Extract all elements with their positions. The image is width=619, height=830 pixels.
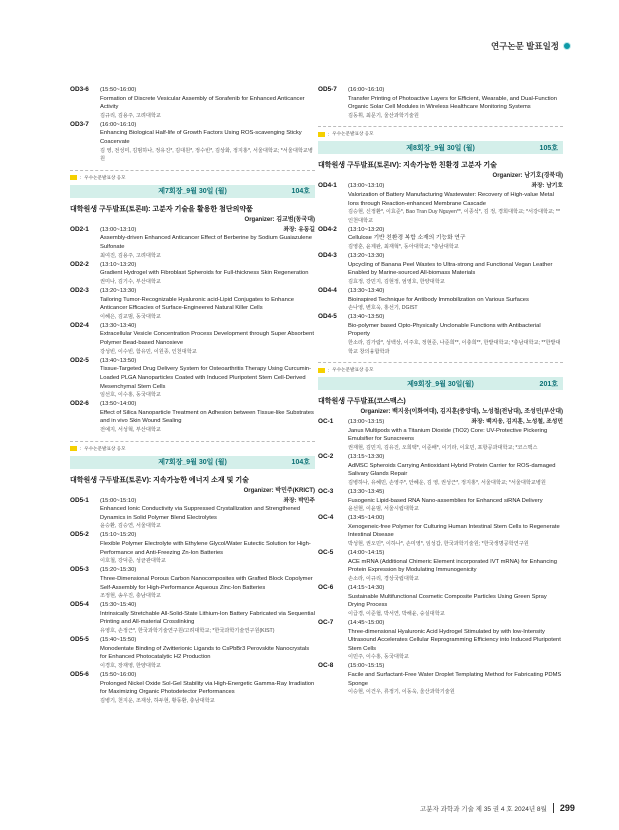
entry-time: (13:40~13:50) — [100, 357, 137, 364]
entry-body — [100, 671, 315, 705]
entry-time-row — [348, 182, 563, 191]
entry-code: OD4-1 — [318, 182, 337, 190]
entry-time-row — [348, 313, 563, 322]
entry-authors: 김승현, 신정환*, 이효준*, Bao Tran Duy Nguyen**, 이종석*, 김 정, 경희대학교; *서강대학교; **인천대학교 — [348, 209, 560, 224]
entry-title: Bio-polymer based Opto-Physically Unclonable Functions with Antibacterial Property — [348, 322, 541, 338]
award-marker-icon — [318, 132, 325, 137]
entry-authors: 박성현, 권오민*, 이하나*, 손미영*, 임성갑, 한국과학기술원; *한국생명공학연구원 — [348, 541, 529, 548]
entry-code: OC-8 — [318, 662, 334, 670]
entry-time-row — [100, 322, 315, 331]
program-entry — [70, 357, 315, 400]
entry-title: Xenogeneic-free Polymer for Culturing Human Intestinal Stem Cells to Regenerate Intestinal Disease — [348, 523, 560, 539]
entry-time-row — [100, 121, 315, 130]
entry-authors: 이호철, 강덕준, 성균관대학교 — [100, 558, 166, 565]
entry-title: Effect of Silica Nanoparticle Treatment on Adhesion between Tissue-like Substrates and in vivo Skin Wound Sealing — [100, 409, 314, 425]
entry-code: OC-5 — [318, 549, 334, 557]
program-entry — [318, 584, 563, 618]
session-room-number: 104호 — [291, 459, 310, 467]
entry-body — [100, 357, 315, 400]
entry-title: Upcycling of Banana Peel Wastes to Ultra-strong and Functional Vegan Leather Enabled by Marine-sourced All-biomass Materials — [348, 261, 553, 277]
entry-time: (15:30~15:40) — [100, 602, 137, 609]
entry-time: (13:00~13:10) — [100, 226, 137, 233]
entry-body — [348, 514, 563, 548]
entry-time-row — [348, 252, 563, 261]
entry-authors: 권재현, 김민지, 김유진, 오희택*, 이준배*, 이기라, 이효민, 포항공과대학교; *코스맥스 — [348, 445, 538, 452]
program-entry — [318, 287, 563, 313]
session-bar — [318, 377, 563, 390]
award-note: : 우수논문발표상 응모 — [318, 362, 563, 373]
program-entry — [318, 619, 563, 662]
entry-code: OD2-6 — [70, 400, 89, 408]
award-note-text: 우수논문발표상 응모 — [332, 131, 374, 137]
entry-body — [348, 287, 563, 313]
program-entry — [318, 86, 563, 120]
entry-body — [100, 287, 315, 321]
award-marker-icon — [70, 446, 77, 451]
entry-authors: 이혜은, 김교범, 동국대학교 — [100, 313, 161, 320]
entry-authors: 조정현, 송우진, 충남대학교 — [100, 593, 161, 600]
entry-time: (15:50~16:00) — [100, 87, 137, 93]
entry-time-row — [348, 287, 563, 296]
entry-time-row — [348, 549, 563, 558]
program-entry — [318, 549, 563, 583]
entry-code: OD3-6 — [70, 86, 89, 93]
entry-authors: 윤선현, 이윤범, 서울시립대학교 — [348, 506, 419, 513]
entry-time-row — [100, 531, 315, 540]
entry-authors: 이급경, 이준협, 박서연, 박해윤, 숭실대학교 — [348, 610, 445, 617]
entry-chair: 좌장: 백지웅, 김지훈, 노성철, 조성민 — [471, 419, 563, 426]
entry-time: (13:30~13:40) — [100, 322, 137, 329]
entry-body — [100, 226, 315, 260]
award-note-text: 우수논문발표상 응모 — [84, 174, 126, 180]
entry-time-row — [348, 514, 563, 523]
entry-authors: 유영호, 손정근*, 한국과학기술연구원/고려대학교; *한국과학기술연구원(KIST) — [100, 628, 275, 634]
header-title: 연구논문 발표일정 — [490, 41, 559, 51]
entry-authors: 임선호, 이수홍, 동국대학교 — [100, 392, 161, 399]
entry-code: OD5-4 — [70, 601, 89, 609]
page-footer — [420, 803, 575, 813]
program-entry — [318, 662, 563, 696]
session-title: 대학원생 구두발표(토론V): 지속가능한 에너지 소재 및 기술 — [70, 476, 249, 484]
page-number: 299 — [559, 803, 575, 813]
entry-body — [100, 497, 315, 531]
entry-title: Tissue-Targeted Drug Delivery System for Osteoarthritis Therapy Using Curcumin-Loaded PLGA Nanoparticles Coated with Induced Pluripotent Stem Cell-Derived Mesenchymal Stem Cells — [100, 366, 312, 390]
entry-time-row — [100, 636, 315, 645]
footer-journal: 고분자 과학과 기술 제 35 권 4 호 2024년 8월 — [420, 805, 547, 813]
entry-time-row — [100, 261, 315, 270]
award-note-text: 우수논문발표상 응모 — [332, 367, 374, 373]
entry-body — [100, 531, 315, 565]
page-header — [491, 40, 571, 52]
entry-code: OD5-1 — [70, 496, 89, 504]
entry-time-row — [348, 662, 563, 671]
entry-time-row — [100, 601, 315, 610]
entry-title: Intrinsically Stretchable All-Solid-State Lithium-Ion Battery Fabricated via Sequential Printing and All-material Crosslinking — [100, 610, 315, 626]
entry-code: OD2-4 — [70, 321, 89, 329]
entry-title: Bioinspired Technique for Antibody Immobilization on Various Surfaces — [348, 296, 529, 303]
entry-time: (15:00~15:10) — [100, 497, 137, 504]
entry-time-row — [348, 584, 563, 593]
program-entry — [318, 313, 563, 356]
entry-authors: 권미나, 김기수, 부산대학교 — [100, 278, 161, 285]
entry-authors: 이승현, 이건우, 류정기, 이동욱, 울산과학기술원 — [348, 689, 455, 696]
entry-authors: 최여진, 김용주, 고려대학교 — [100, 252, 161, 259]
entry-code: OD2-2 — [70, 260, 89, 268]
program-entry — [70, 121, 315, 164]
program-entry — [70, 671, 315, 705]
entry-body — [100, 400, 315, 434]
award-note: : 우수논문발표상 응모 — [318, 126, 563, 137]
entry-chair: 좌장: 남기호 — [531, 183, 563, 190]
entry-code: OC-6 — [318, 584, 334, 592]
entry-body — [100, 636, 315, 670]
program-entry — [318, 252, 563, 286]
entry-title: Assembly-driven Enhanced Anticancer Effect of Berberine by Sodium Guaiazulene Sulfonate — [100, 235, 312, 251]
entry-authors: 강성빈, 이수빈, 함유민, 이원종, 인천대학교 — [100, 348, 197, 355]
entry-time-row — [100, 357, 315, 366]
entry-code: OD5-3 — [70, 566, 89, 574]
entry-time-row — [100, 226, 315, 235]
session-organizer: Organizer: 박민주(KRICT) — [243, 487, 315, 494]
footer-divider — [553, 803, 554, 813]
entry-authors: 김영훈, 윤제완, 최재혁*, 동아대학교; *충남대학교 — [348, 244, 459, 251]
entry-body — [348, 488, 563, 514]
award-note: : 우수논문발표상 응모 — [70, 441, 315, 452]
program-entry — [318, 226, 563, 252]
entry-body — [348, 549, 563, 583]
session-organizer: Organizer: 백지웅(이화여대), 김지훈(중앙대), 노성철(전남대), 조성민(부산대) — [360, 409, 563, 416]
entry-body — [348, 453, 563, 487]
entry-title: Valorization of Battery Manufacturing Wastewater: Recovery of High-value Metal Ions through Reaction-enhanced Membrane Cascade — [348, 191, 554, 207]
entry-code: OD4-5 — [318, 313, 337, 321]
entry-authors: 윤승환, 김승연, 서울대학교 — [100, 523, 161, 530]
entry-title: Cellulose 기반 친환경 복합 소재의 기능화 연구 — [348, 235, 466, 242]
entry-time: (15:10~15:20) — [100, 532, 137, 539]
program-entry — [318, 182, 563, 225]
entry-authors: 한소라, 김가람*, 성백상, 이주호, 정현준, 나준희**, 이충희**, 한밭대학교; *충남대학교; **한밭대학교 창의융합학과 — [348, 340, 561, 355]
program-entry — [70, 226, 315, 260]
session-room-number: 201호 — [539, 380, 558, 388]
session-room: 제9회장_9월 30일(월) — [407, 380, 474, 388]
entry-time-row — [100, 671, 315, 680]
entry-code: OD5-5 — [70, 636, 89, 644]
program-entry — [70, 566, 315, 600]
session-title: 대학원생 구두발표(토론IV): 지속가능한 친환경 고분자 기술 — [318, 162, 497, 170]
entry-body — [100, 261, 315, 287]
entry-time-row — [100, 287, 315, 296]
entry-title: Flexible Polymer Electrolyte with Ethylene Glycol/Water Eutectic Solution for High-Performance and Anti-Freezing Zn-Ion Batteries — [100, 541, 311, 556]
entry-title: ACE mRNA (Additional Chimeric Element incorporated IVT mRNA) for Enhancing Protein Expression by Modulating Immunogenicity — [348, 558, 557, 574]
entry-body — [348, 418, 563, 452]
entry-time: (15:00~15:15) — [348, 663, 385, 670]
program-entry — [318, 514, 563, 548]
award-marker-icon — [318, 368, 325, 373]
entry-time: (13:30~13:45) — [348, 489, 385, 495]
entry-code: OD2-3 — [70, 287, 89, 294]
entry-time: (13:50~14:00) — [100, 401, 137, 408]
entry-code: OC-1 — [318, 418, 334, 426]
session-room-number: 104호 — [291, 188, 310, 196]
left-column — [70, 86, 315, 706]
entry-body — [348, 182, 563, 225]
entry-time: (13:40~13:50) — [348, 314, 385, 321]
entry-title: Three-Dimensional Porous Carbon Nanocomposites with Grafted Block Copolymer Self-Assembly for High-Performance Aqueous Zinc-Ion Batteries — [100, 575, 313, 591]
entry-body — [348, 313, 563, 356]
entry-time: (13:00~13:10) — [348, 183, 385, 190]
right-column — [318, 86, 563, 697]
entry-code: OD2-5 — [70, 356, 89, 364]
entry-body — [348, 226, 563, 252]
entry-time-row — [348, 488, 563, 497]
entry-code: OD3-7 — [70, 120, 89, 128]
entry-authors: 김병하나, 유혜민, 손영주*, 안혜운, 김 영, 권성근*, 정지홍*, 서울대학교; *서울대학교병원 — [348, 479, 546, 486]
entry-time-row — [100, 86, 315, 95]
entry-body — [348, 662, 563, 696]
entry-time: (13:45~14:00) — [348, 515, 385, 522]
entry-time: (14:00~14:15) — [348, 550, 385, 557]
program-entry — [70, 601, 315, 635]
entry-time: (13:20~13:30) — [100, 288, 137, 294]
entry-time-row — [348, 226, 563, 235]
entry-chair: 좌장: 박민주 — [283, 497, 315, 504]
session-bar — [70, 456, 315, 469]
entry-time-row — [100, 497, 315, 506]
entry-authors: 손소라, 이규리, 경상국립대학교 — [348, 575, 419, 582]
entry-body — [348, 584, 563, 618]
entry-authors: 이민주, 이수홍, 동국대학교 — [348, 654, 409, 661]
session-title: 대학원생 구두발표(코스맥스) — [318, 398, 406, 406]
entry-body — [348, 252, 563, 286]
entry-time: (16:00~16:10) — [348, 87, 385, 93]
entry-code: OD5-2 — [70, 531, 89, 539]
entry-body — [100, 601, 315, 635]
session-bar — [70, 185, 315, 198]
entry-authors: 김 영, 전성미, 김범하나, 정유진*, 김대원*, 정수빈*, 김상화, 정지홍*, 서울대학교; *서울대학교병원 — [100, 147, 313, 163]
entry-time: (14:15~14:30) — [348, 585, 385, 592]
program-entry — [318, 418, 563, 452]
entry-code: OC-3 — [318, 488, 334, 495]
entry-time: (13:20~13:30) — [348, 253, 385, 260]
entry-body — [100, 121, 315, 164]
entry-title: Extracellular Vesicle Concentration Process Development through Super Absorbent Polymer Bead-based Nanosieve — [100, 331, 314, 347]
entry-title: Transfer Printing of Photoactive Layers for Efficient, Wearable, and Dual-Function Organic Solar Cell Modules in Wireless Healthcare Monitoring Systems — [348, 95, 558, 111]
entry-title: Enhancing Biological Half-life of Growth Factors Using ROS-scavenging Sticky Coacervate — [100, 130, 302, 146]
entry-authors: 전예지, 서성혁, 부산대학교 — [100, 427, 161, 433]
header-dot-icon — [563, 42, 571, 50]
program-entry — [70, 287, 315, 321]
entry-title: Three-dimensional Hyaluronic Acid Hydrogel Stimulated by with low-Intensity Ultrasound Accelerates Cellular Reprogramming Efficiency into Induced Pluripotent Stem Cells — [348, 628, 561, 652]
entry-code: OD4-3 — [318, 252, 337, 260]
entry-chair: 좌장: 유동길 — [283, 226, 315, 233]
entry-time: (13:30~13:40) — [348, 288, 385, 294]
entry-title: Facile and Surfactant-Free Water Droplet Templating Method for Fabricating PDMS Sponge — [348, 671, 562, 687]
entry-title: Monodentate Binding of Zwitterionic Ligands to CsPbBr3 Perovskite Nanocrystals for Enhanced Photocatalytic H2 Production — [100, 645, 310, 661]
entry-authors: 김규리, 김용주, 고려대학교 — [100, 112, 161, 119]
entry-code: OD4-4 — [318, 287, 337, 294]
entry-time-row — [348, 86, 563, 95]
entry-time: (13:10~13:20) — [348, 226, 385, 233]
entry-time-row — [348, 453, 563, 462]
entry-authors: 김동휘, 최문기, 울산과학기술원 — [348, 112, 419, 119]
entry-body — [100, 86, 315, 120]
award-note: : 우수논문발표상 응모 — [70, 170, 315, 181]
entry-authors: 김병기, 천지운, 조재상, 하두현, 황동환, 충남대학교 — [100, 697, 215, 704]
entry-time: (16:00~16:10) — [100, 121, 137, 128]
entry-code: OD5-7 — [318, 86, 337, 93]
entry-time: (15:50~16:00) — [100, 671, 137, 678]
entry-code: OD2-1 — [70, 225, 89, 233]
entry-body — [100, 322, 315, 356]
session-organizer: Organizer: 남기호(경북대) — [492, 173, 563, 180]
program-entry — [70, 636, 315, 670]
entry-code: OD4-2 — [318, 225, 337, 233]
program-entry — [318, 488, 563, 514]
entry-body — [100, 566, 315, 600]
award-note-text: 우수논문발표상 응모 — [84, 445, 126, 451]
session-bar — [318, 141, 563, 154]
entry-time: (14:45~15:00) — [348, 619, 385, 626]
entry-time: (13:15~13:30) — [348, 454, 385, 461]
entry-authors: 이경호, 장재영, 한양대학교 — [100, 662, 161, 669]
session-room: 제7회장_9월 30일 (월) — [158, 188, 227, 196]
entry-title: Gradient Hydrogel with Fibroblast Spheroids for Full-thickness Skin Regeneration — [100, 270, 309, 277]
entry-time-row — [100, 566, 315, 575]
entry-time: (15:20~15:30) — [100, 567, 137, 574]
entry-authors: 김효정, 강민지, 김현정, 엄영호, 한양대학교 — [348, 278, 445, 285]
entry-time-row — [100, 400, 315, 409]
entry-time-row — [348, 418, 563, 427]
program-entry — [318, 453, 563, 487]
entry-time: (15:40~15:50) — [100, 637, 137, 644]
program-entry — [70, 261, 315, 287]
entry-authors: 손나영, 변호욱, 홍선기, DGIST — [348, 305, 418, 312]
award-marker-icon — [70, 175, 77, 180]
entry-title: Prolonged Nickel Oxide Sol-Gel Stability via High-Energetic Gamma-Ray Irradiation for Maximizing Organic Photodetector Performances — [100, 680, 315, 696]
session-room: 제7회장_9월 30일 (월) — [158, 459, 227, 467]
session-room-number: 105호 — [539, 144, 558, 152]
program-entry — [70, 400, 315, 434]
entry-code: OD5-6 — [70, 670, 89, 678]
session-room: 제8회장_9월 30일 (월) — [406, 144, 475, 152]
session-title: 대학원생 구두발표(토론II): 고분자 기술을 활용한 첨단의약품 — [70, 205, 253, 213]
entry-time-row — [348, 619, 563, 628]
entry-body — [348, 619, 563, 662]
program-entry — [70, 497, 315, 531]
session-organizer: Organizer: 김교범(동국대) — [244, 216, 315, 223]
entry-code: OC-7 — [318, 618, 334, 626]
entry-code: OC-4 — [318, 514, 334, 522]
entry-title: Fusogenic Lipid-based RNA Nano-assemblies for Enhanced siRNA Delivery — [348, 497, 543, 504]
entry-body — [348, 86, 563, 120]
entry-title: Janus Multipods with a Titanium Dioxide (TiO2) Core: UV-Protective Pickering Emulsifier for Sunscreens — [348, 427, 548, 443]
program-entry — [70, 531, 315, 565]
entry-code: OC-2 — [318, 453, 334, 461]
entry-title: Enhanced Ionic Conductivity via Suppressed Crystallization and Strengthened Dynamics in Solid Polymer Blend Electrolytes — [100, 506, 301, 521]
program-entry — [70, 322, 315, 356]
entry-title: AdMSC Spheroids Carrying Antioxidant Hybrid Protein Carrier for ROS-damaged Salivary Glands Repair — [348, 462, 556, 478]
entry-title: Tailoring Tumor-Recognizable Hyaluronic acid-Lipid Conjugates to Enhance Anticancer Efficacies of Surface-Engineered Natural Killer Cells — [100, 296, 294, 312]
program-entry — [70, 86, 315, 120]
entry-title: Sustainable Multifunctional Cosmetic Composite Particles Using Green Spray Drying Process — [348, 593, 547, 609]
entry-time: (13:10~13:20) — [100, 261, 137, 268]
entry-time: (13:00~13:15) — [348, 419, 385, 426]
entry-title: Formation of Discrete Vesicular Assembly of Sorafenib for Enhanced Anticancer Activity — [100, 95, 305, 111]
